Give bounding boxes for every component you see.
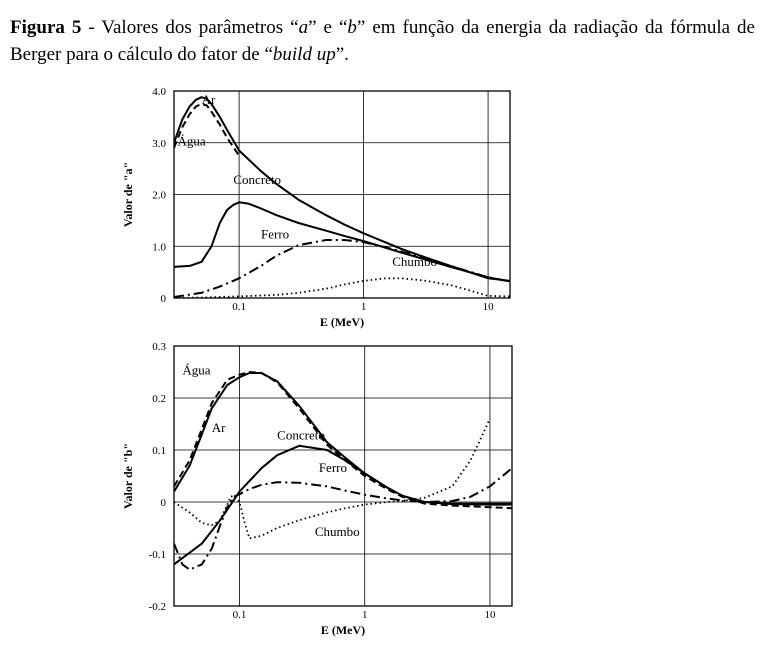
series-label: Água	[182, 362, 211, 378]
series-label: Ar	[201, 91, 216, 107]
x-tick-label: 1	[361, 609, 368, 621]
figure-label: Figura 5	[10, 17, 82, 38]
y-tick-label: 0.2	[152, 393, 166, 405]
series-label: Concreto	[233, 172, 282, 188]
series-line-gua	[174, 372, 512, 508]
y-tick-label: 1.0	[152, 241, 166, 254]
y-tick-label: -0.2	[148, 601, 166, 613]
series-label: Chumbo	[392, 253, 438, 269]
y-tick-label: 0.3	[152, 341, 166, 353]
x-axis-label: E (MeV)	[320, 623, 366, 637]
x-axis-label: E (MeV)	[319, 315, 365, 329]
series-label: Ferro	[261, 226, 290, 242]
y-tick-label: -0.1	[148, 549, 166, 561]
y-axis-label: Valor de "a"	[121, 161, 135, 228]
x-tick-label: 1	[360, 301, 367, 313]
y-tick-label: 3.0	[152, 137, 166, 150]
y-tick-label: 0.1	[152, 445, 166, 457]
series-label: Concreto	[277, 427, 325, 443]
caption-sep: -	[81, 17, 102, 38]
caption-text-2: ” e “	[308, 17, 348, 38]
series-line-chumbo	[174, 419, 490, 539]
series-line-ar	[174, 373, 512, 505]
chart-b	[121, 341, 512, 637]
series-label: Água	[177, 133, 206, 149]
y-axis-label: Valor de "b"	[121, 442, 135, 510]
y-tick-label: 2.0	[152, 189, 166, 202]
x-tick-label: 0.1	[232, 301, 246, 313]
series-label: Ar	[211, 419, 226, 435]
chart-a	[121, 86, 510, 329]
y-tick-label: 0	[160, 293, 166, 305]
series-label: Chumbo	[314, 523, 360, 539]
caption-text-1: Valores dos parâmetros “	[101, 17, 299, 38]
series-label: Ferro	[318, 459, 347, 475]
y-tick-label: 4.0	[152, 86, 166, 98]
series-line-chumbo	[174, 278, 510, 298]
param-a: a	[298, 17, 309, 38]
caption-text-4: ”.	[335, 44, 349, 65]
x-tick-label: 10	[482, 301, 494, 313]
caption-text-3: ” em função da energia da radiação da fórmula de Berger para o cálculo do fator de “	[10, 17, 755, 65]
y-tick-label: 0	[160, 497, 166, 509]
param-b: b	[347, 17, 357, 38]
series-line-ar	[174, 97, 510, 281]
x-tick-label: 10	[484, 609, 496, 621]
x-tick-label: 0.1	[232, 609, 247, 621]
build-up-term: build up	[272, 44, 336, 65]
